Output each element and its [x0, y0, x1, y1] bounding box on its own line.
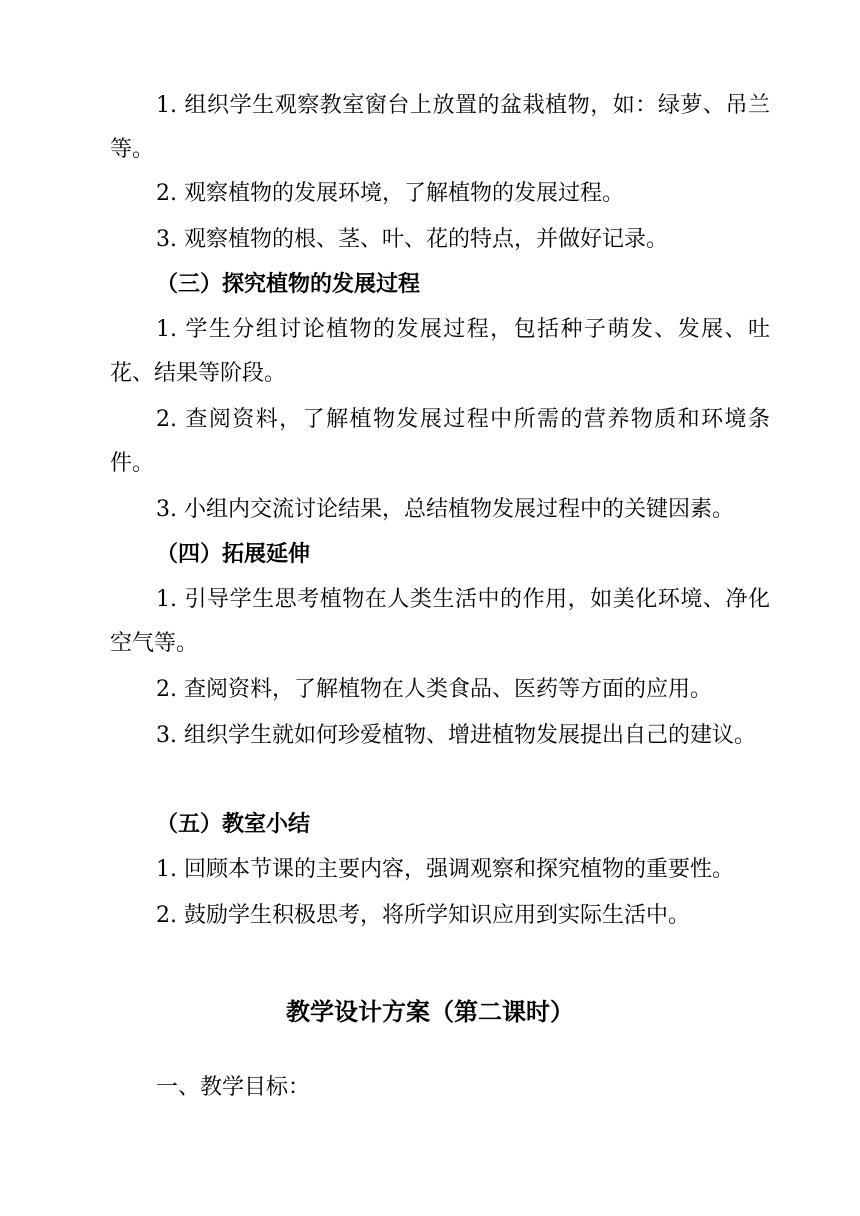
section-five-item-2: 2. 鼓励学生积极思考，将所学知识应用到实际生活中。: [156, 903, 690, 928]
section-intro-item-2: 2. 观察植物的发展环境，了解植物的发展过程。: [156, 181, 624, 206]
section-four-heading: （四）拓展延伸: [156, 542, 311, 567]
objectives-heading: 一、教学目标：: [156, 1075, 311, 1100]
section-intro-item-3: 3. 观察植物的根、茎、叶、花的特点，并做好记录。: [156, 227, 668, 252]
section-five-item-1: 1. 回顾本节课的主要内容，强调观察和探究植物的重要性。: [156, 857, 734, 882]
section-three-item-2: 2. 查阅资料，了解植物发展过程中所需的营养物质和环境条件。: [110, 407, 770, 476]
plan-title: 教学设计方案（第二课时）: [286, 998, 574, 1026]
section-four-item-1: 1. 引导学生思考植物在人类生活中的作用，如美化环境、净化空气等。: [110, 587, 770, 656]
section-five-heading: （五）教室小结: [156, 812, 311, 837]
section-four-item-3: 3. 组织学生就如何珍爱植物、增进植物发展提出自己的建议。: [156, 723, 756, 748]
section-three-item-3: 3. 小组内交流讨论结果，总结植物发展过程中的关键因素。: [156, 497, 734, 522]
section-three-item-1: 1. 学生分组讨论植物的发展过程，包括种子萌发、发展、吐花、结果等阶段。: [110, 317, 770, 386]
section-three-heading: （三）探究植物的发展过程: [156, 272, 421, 297]
section-intro-item-1: 1. 组织学生观察教室窗台上放置的盆栽植物，如：绿萝、吊兰等。: [110, 93, 770, 162]
section-four-item-2: 2. 查阅资料，了解植物在人类食品、医药等方面的应用。: [156, 677, 712, 702]
